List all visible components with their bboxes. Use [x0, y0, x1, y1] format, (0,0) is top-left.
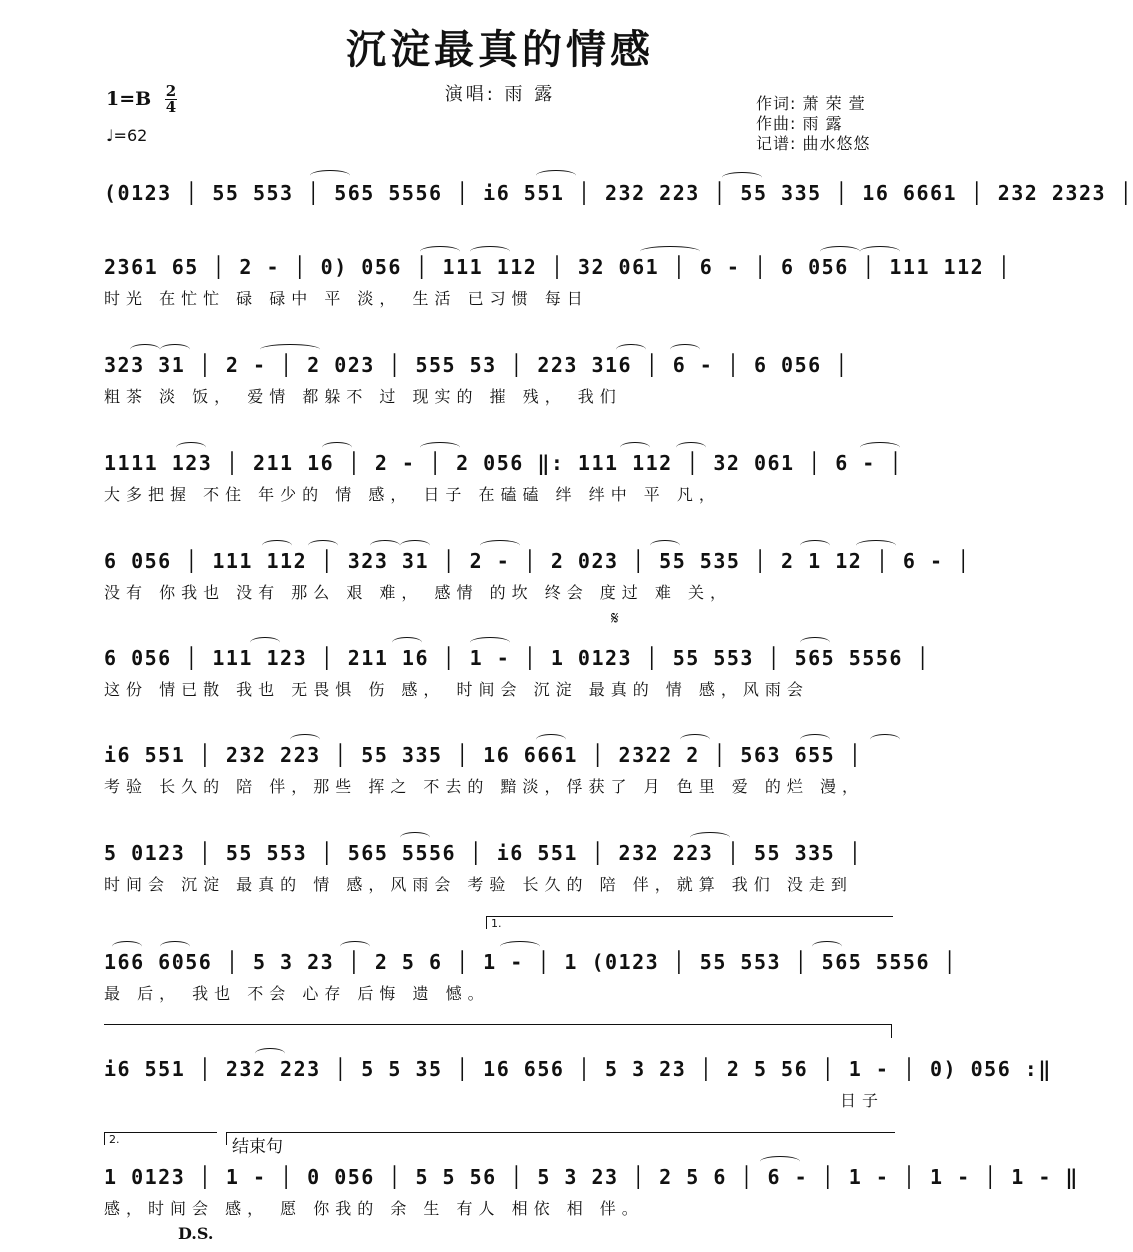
slur-mark [856, 540, 896, 551]
slur-mark [800, 637, 830, 648]
score-row [104, 448, 903, 504]
volta-second-ending [104, 1132, 217, 1145]
composer-credit: 作曲: 雨 露 [756, 114, 843, 133]
lyric-line: 大多把握 不住 年少的 情 感， 日子 在磕磕 绊 绊中 平 凡， [104, 485, 721, 504]
slur-mark [392, 637, 422, 648]
notation-line: 323 31 │ 2 - │ 2 023 │ 555 53 │ 223 316 │ 6 - │ 6 056 │ [104, 353, 849, 377]
slur-mark [322, 442, 352, 453]
notation-line: i6 551 │ 232 223 │ 5 5 35 │ 16 656 │ 5 3 23 │ 2 5 56 │ 1 - │ 0) 056 :‖ [104, 1057, 1052, 1081]
song-title: 沉淀最真的情感 [346, 26, 654, 73]
score-row [104, 838, 896, 894]
slur-mark [470, 637, 510, 648]
time-numerator: 2 [165, 82, 177, 100]
slur-mark [160, 941, 190, 952]
time-denominator: 4 [165, 98, 177, 116]
slur-mark [650, 540, 680, 551]
score-row [104, 1162, 1079, 1218]
score-row [104, 1054, 1052, 1110]
slur-mark [500, 941, 540, 952]
slur-mark [670, 344, 700, 355]
notation-line: 6 056 │ 111 112 │ 323 31 │ 2 - │ 2 023 │ 55 535 │ 2 1 12 │ 6 - │ [104, 549, 971, 573]
slur-mark [800, 734, 830, 745]
lyric-line: 最 后， 我也 不会 心存 后悔 遗 憾。 [104, 984, 490, 1003]
slur-mark [870, 734, 900, 745]
key-signature: 1=B [106, 88, 152, 110]
notation-line: 166 6056 │ 5 3 23 │ 2 5 6 │ 1 - │ 1 (0123 │ 55 553 │ 565 5556 │ [104, 950, 958, 974]
slur-mark [250, 637, 280, 648]
lyric-line: 没有 你我也 没有 那么 艰 难， 感情 的坎 终会 度过 难 关， [104, 583, 732, 602]
slur-mark [536, 734, 566, 745]
notation-line: (0123 │ 55 553 │ 565 5556 │ i6 551 │ 232 223 │ 55 335 │ 16 6661 │ 232 2323 │ [104, 181, 1133, 205]
slur-mark [400, 832, 430, 843]
slur-mark [400, 540, 430, 551]
credits-block [756, 94, 870, 154]
score-row [104, 740, 896, 796]
slur-mark [310, 170, 350, 181]
lyric-line: 时间会 沉淀 最真的 情 感，风雨会 考验 长久的 陪 伴，就算 我们 没走到 [104, 875, 853, 894]
slur-mark [420, 442, 460, 453]
lyric-line: 感，时间会 感， 愿 你我的 余 生 有人 相依 相 伴。 [104, 1199, 644, 1218]
slur-mark [690, 832, 730, 843]
slur-mark [130, 344, 160, 355]
score-row [104, 252, 1012, 308]
lyric-line: 日子 [840, 1091, 885, 1110]
score-row [104, 350, 896, 406]
slur-mark [640, 246, 700, 257]
notation-line: 6 056 │ 111 123 │ 211 16 │ 1 - │ 1 0123 │ 55 553 │ 565 5556 │ [104, 646, 931, 670]
volta-first-label: 1. [491, 917, 502, 930]
singer-credit: 演唱: 雨 露 [444, 84, 556, 105]
volta-first-continuation [104, 1024, 892, 1025]
notation-line: 5 0123 │ 55 553 │ 565 5556 │ i6 551 │ 232 223 │ 55 335 │ [104, 841, 863, 865]
segno-sign: 𝄋 [611, 608, 619, 629]
notation-line: 1111 123 │ 211 16 │ 2 - │ 2 056 ‖: 111 112 │ 32 061 │ 6 - │ [104, 451, 903, 475]
volta-first-end-tick [891, 1024, 892, 1038]
slur-mark [176, 442, 206, 453]
slur-mark [860, 246, 900, 257]
ds-marking: D.S. [178, 1224, 214, 1243]
score-row [104, 178, 1133, 214]
slur-mark [370, 540, 400, 551]
slur-mark [480, 540, 520, 551]
slur-mark [722, 172, 762, 183]
lyric-line: 时光 在忙忙 碌 碌中 平 淡， 生活 已习惯 每日 [104, 289, 589, 308]
score-row [104, 947, 958, 1003]
score-row [104, 546, 971, 602]
slur-mark [860, 442, 900, 453]
slur-mark [812, 941, 842, 952]
slur-mark [800, 540, 830, 551]
lyricist-credit: 作词: 萧 荣 萱 [756, 94, 866, 113]
notation-line: 1 0123 │ 1 - │ 0 056 │ 5 5 56 │ 5 3 23 │ 2 5 6 │ 6 - │ 1 - │ 1 - │ 1 - ‖ [104, 1165, 1079, 1189]
slur-mark [470, 246, 510, 257]
lyric-line: 这份 情已散 我也 无畏惧 伤 感， 时间会 沉淀 最真的 情 感，风雨会 [104, 680, 809, 699]
slur-mark [760, 1156, 800, 1167]
tempo-marking: ♩=62 [106, 126, 148, 145]
slur-mark [820, 246, 860, 257]
slur-mark [262, 540, 292, 551]
slur-mark [676, 442, 706, 453]
slur-mark [620, 442, 650, 453]
slur-mark [308, 540, 338, 551]
slur-mark [255, 1048, 285, 1059]
slur-mark [680, 734, 710, 745]
slur-mark [420, 246, 460, 257]
slur-mark [536, 170, 576, 181]
time-signature [165, 84, 177, 115]
notation-line: i6 551 │ 232 223 │ 55 335 │ 16 6661 │ 2322 2 │ 563 655 │ [104, 743, 863, 767]
transcriber-credit: 记谱: 曲水悠悠 [756, 134, 871, 153]
ending-phrase-label: 结束句 [232, 1137, 283, 1157]
lyric-line: 粗茶 淡 饭， 爱情 都躲不 过 现实的 摧 残， 我们 [104, 387, 622, 406]
volta-second-label: 2. [109, 1133, 120, 1146]
slur-mark [112, 941, 142, 952]
notation-line: 2361 65 │ 2 - │ 0) 056 │ 111 112 │ 32 061 │ 6 - │ 6 056 │ 111 112 │ [104, 255, 1012, 279]
slur-mark [616, 344, 646, 355]
slur-mark [160, 344, 190, 355]
slur-mark [260, 344, 320, 355]
volta-first-ending [486, 916, 893, 929]
lyric-line [104, 178, 896, 200]
lyric-line: 考验 长久的 陪 伴，那些 挥之 不去的 黯淡，俘获了 月 色里 爱 的烂 漫， [104, 777, 864, 796]
slur-mark [290, 734, 320, 745]
coda-bracket [226, 1132, 895, 1145]
score-row [104, 643, 931, 699]
slur-mark [340, 941, 370, 952]
